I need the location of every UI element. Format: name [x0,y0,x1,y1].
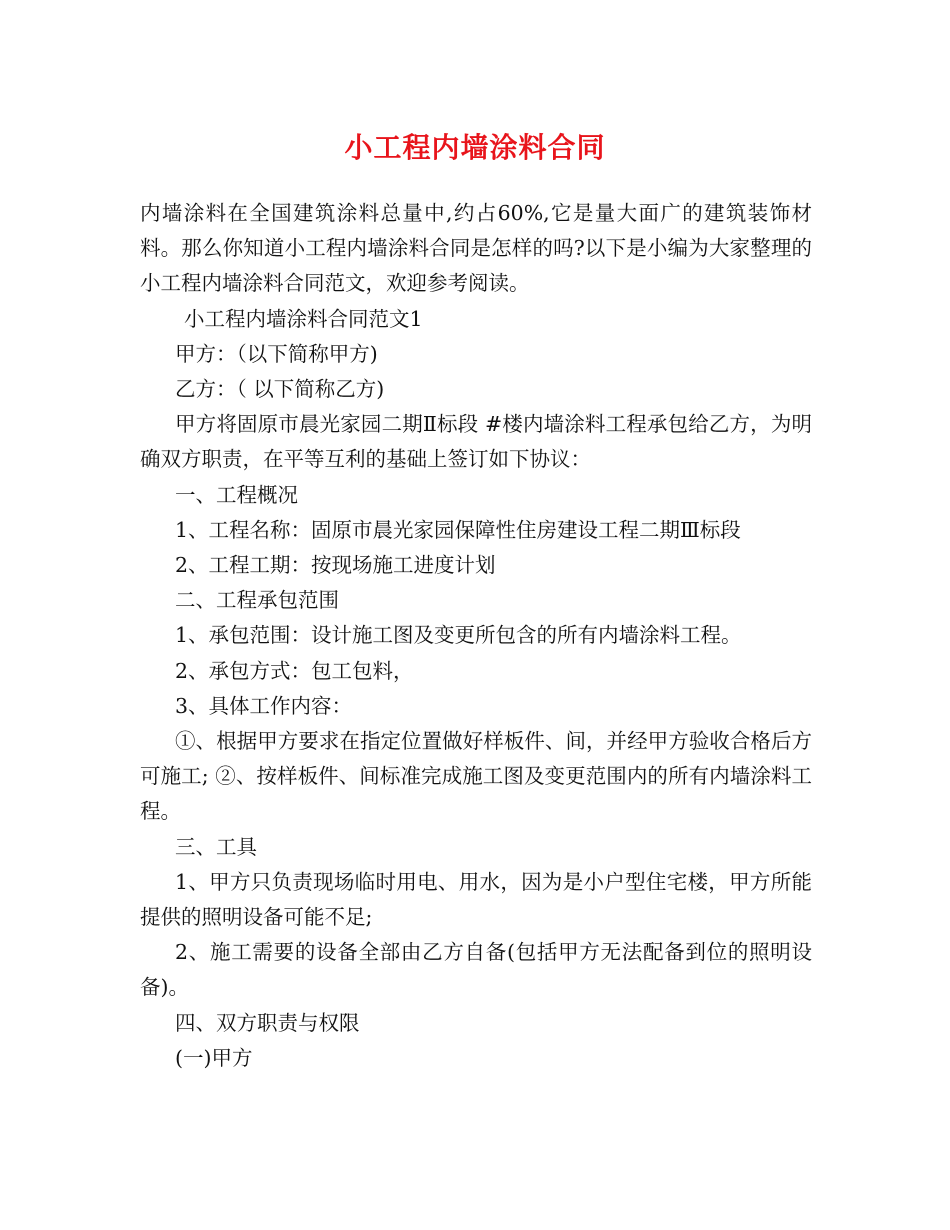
party-b-line: 乙方：（ 以下简称乙方) [175,377,385,402]
party-a-line: 甲方：（以下简称甲方) [175,341,378,366]
clause-method: 2、承包方式：包工包料， [175,658,414,683]
section-heading-overview: 一、工程概况 [175,482,298,507]
clause-project-period: 2、工程工期：按现场施工进度计划 [175,553,496,578]
subsection-party-a: (一)甲方 [175,1045,253,1070]
clause-project-name: 1、工程名称：固原市晨光家园保障性住房建设工程二期Ⅲ标段 [175,517,741,542]
section-heading-scope: 二、工程承包范围 [175,588,339,613]
section-heading-tools: 三、工具 [175,834,257,859]
sample-heading: 小工程内墙涂料合同范文1 [184,306,423,331]
section-heading-duties: 四、双方职责与权限 [175,1010,360,1035]
clause-scope: 1、承包范围：设计施工图及变更所包含的所有内墙涂料工程。 [175,623,742,648]
clause-tools-1: 1、甲方只负责现场临时用电、用水，因为是小户型住宅楼，甲方所能提供的照明设备可能不足; [140,869,812,930]
document-body [140,196,812,1076]
intro-paragraph: 内墙涂料在全国建筑涂料总量中,约占60%,它是量大面广的建筑装饰材料。那么你知道小工程内墙涂料合同是怎样的吗?以下是小编为大家整理的小工程内墙涂料合同范文，欢迎参考阅读。 [140,201,812,296]
document-title: 小工程内墙涂料合同 [344,131,606,164]
work-content-paragraph: ①、根据甲方要求在指定位置做好样板件、间，并经甲方验收合格后方可施工; ②、按样板件、间标准完成施工图及变更范围内的所有内墙涂料工程。 [140,729,812,824]
clause-tools-2: 2、施工需要的设备全部由乙方自备(包括甲方无法配备到位的照明设备)。 [140,940,812,1000]
clause-work-content: 3、具体工作内容： [175,693,353,718]
agreement-paragraph: 甲方将固原市晨光家园二期Ⅱ标段 #楼内墙涂料工程承包给乙方，为明确双方职责，在平等互利的基础上签订如下协议： [140,412,812,472]
